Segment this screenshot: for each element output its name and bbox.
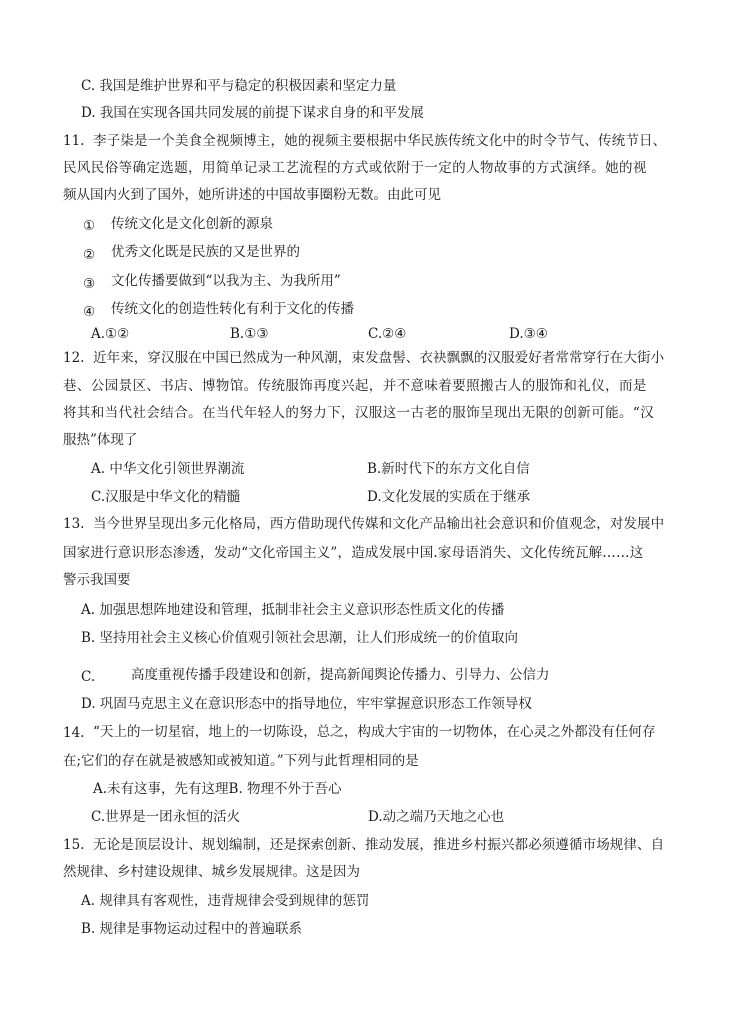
q11-option-c: C.②④ <box>368 326 407 342</box>
q13-stem-line-3: 警示我国要 <box>63 572 131 588</box>
q11-item-4-text: 传统文化的创造性转化有利于文化的传播 <box>111 301 354 317</box>
q15-option-a: A. 规律具有客观性，违背规律会受到规律的惩罚 <box>81 893 370 909</box>
q13-option-d: D. 巩固马克思主义在意识形态中的指导地位，牢牢掌握意识形态工作领导权 <box>81 696 532 712</box>
q14-option-a-b: A.未有这事，先有这理B. 物理不外于吾心 <box>93 781 342 797</box>
q12-option-a: A. 中华文化引领世界潮流 <box>91 461 245 477</box>
q14-stem-line-2: 在;它们的存在就是被感知或被知道。”下列与此哲理相同的是 <box>63 753 419 769</box>
q14-number: 14. <box>63 725 85 741</box>
q14-option-d: D.动之端乃天地之心也 <box>368 809 505 825</box>
q11-item-1-mark: ① <box>83 218 96 234</box>
q11-stem-line-1: 李子柒是一个美食全视频博主，她的视频主要根据中华民族传统文化中的时令节气、传统节日、 <box>93 133 667 149</box>
q12-stem-line-3: 将其和当代社会结合。在当代年轻人的努力下，汉服这一古老的服饰呈现出无限的创新可能。“汉 <box>63 405 655 421</box>
q13-option-b: B. 坚持用社会主义核心价值观引领社会思潮，让人们形成统一的价值取向 <box>81 630 519 646</box>
q13-stem-line-2: 国家进行意识形态渗透，发动“文化帝国主义”，造成发展中国.家母语消失、文化传统瓦解……这 <box>63 545 644 561</box>
q13-option-a: A. 加强思想阵地建设和管理，抵制非社会主义意识形态性质文化的传播 <box>81 602 505 618</box>
q12-option-c: C.汉服是中华文化的精髓 <box>91 489 241 505</box>
q11-number: 11. <box>63 133 85 149</box>
q12-option-d: D.文化发展的实质在于继承 <box>367 489 531 505</box>
q11-stem-line-3: 频从国内火到了国外，她所讲述的中国故事圈粉无数。由此可见 <box>63 187 441 203</box>
q11-stem-line-2: 民风民俗等确定选题，用简单记录工艺流程的方式或依附于一定的人物故事的方式演绎。她的视 <box>63 160 647 176</box>
q15-option-b: B. 规律是事物运动过程中的普遍联系 <box>81 921 303 937</box>
q13-option-c-label: C. <box>81 669 96 685</box>
q14-stem-line-1: “天上的一切星宿，地上的一切陈设，总之，构成大宇宙的一切物体，在心灵之外都没有任何存 <box>93 724 656 740</box>
q11-option-d: D.③④ <box>509 326 548 342</box>
q11-option-a: A.①② <box>91 326 130 342</box>
q15-stem-line-1: 无论是顶层设计、规划编制，还是探索创新、推动发展，推进乡村振兴都必须遵循市场规律、自 <box>93 837 665 853</box>
q12-number: 12. <box>63 350 85 366</box>
q10-option-d: D. 我国在实现各国共同发展的前提下谋求自身的和平发展 <box>81 105 424 121</box>
q11-item-3-text: 文化传播要做到“以我为主、为我所用” <box>111 273 341 289</box>
q10-option-c: C. 我国是维护世界和平与稳定的积极因素和坚定力量 <box>81 78 397 94</box>
q15-number: 15. <box>63 837 85 853</box>
q14-option-c: C.世界是一团永恒的活火 <box>91 809 241 825</box>
q11-item-1-text: 传统文化是文化创新的源泉 <box>111 216 273 232</box>
q12-stem-line-4: 服热”体现了 <box>63 432 138 448</box>
q13-number: 13. <box>63 516 85 532</box>
q13-option-c-text: 高度重视传播手段建设和创新，提高新闻舆论传播力、引导力、公信力 <box>131 667 550 683</box>
q11-item-4-mark: ④ <box>83 304 96 320</box>
q12-stem-line-1: 近年来，穿汉服在中国已然成为一种风潮，束发盘髻、衣袂飘飘的汉服爱好者常常穿行在大街小 <box>93 350 665 366</box>
q11-option-b: B.①③ <box>230 326 269 342</box>
q15-stem-line-2: 然规律、乡村建设规律、城乡发展规律。这是因为 <box>63 864 360 880</box>
q11-item-3-mark: ③ <box>83 276 96 292</box>
q13-stem-line-1: 当今世界呈现出多元化格局，西方借助现代传媒和文化产品输出社会意识和价值观念，对发展中 <box>93 516 665 532</box>
q12-option-b: B.新时代下的东方文化自信 <box>367 461 530 477</box>
q12-stem-line-2: 巷、公园景区、书店、博物馆。传统服饰再度兴起，并不意味着要照搬古人的服饰和礼仪，而是 <box>63 378 647 394</box>
q11-item-2-text: 优秀文化既是民族的又是世界的 <box>111 244 300 260</box>
q11-item-2-mark: ② <box>83 247 96 263</box>
